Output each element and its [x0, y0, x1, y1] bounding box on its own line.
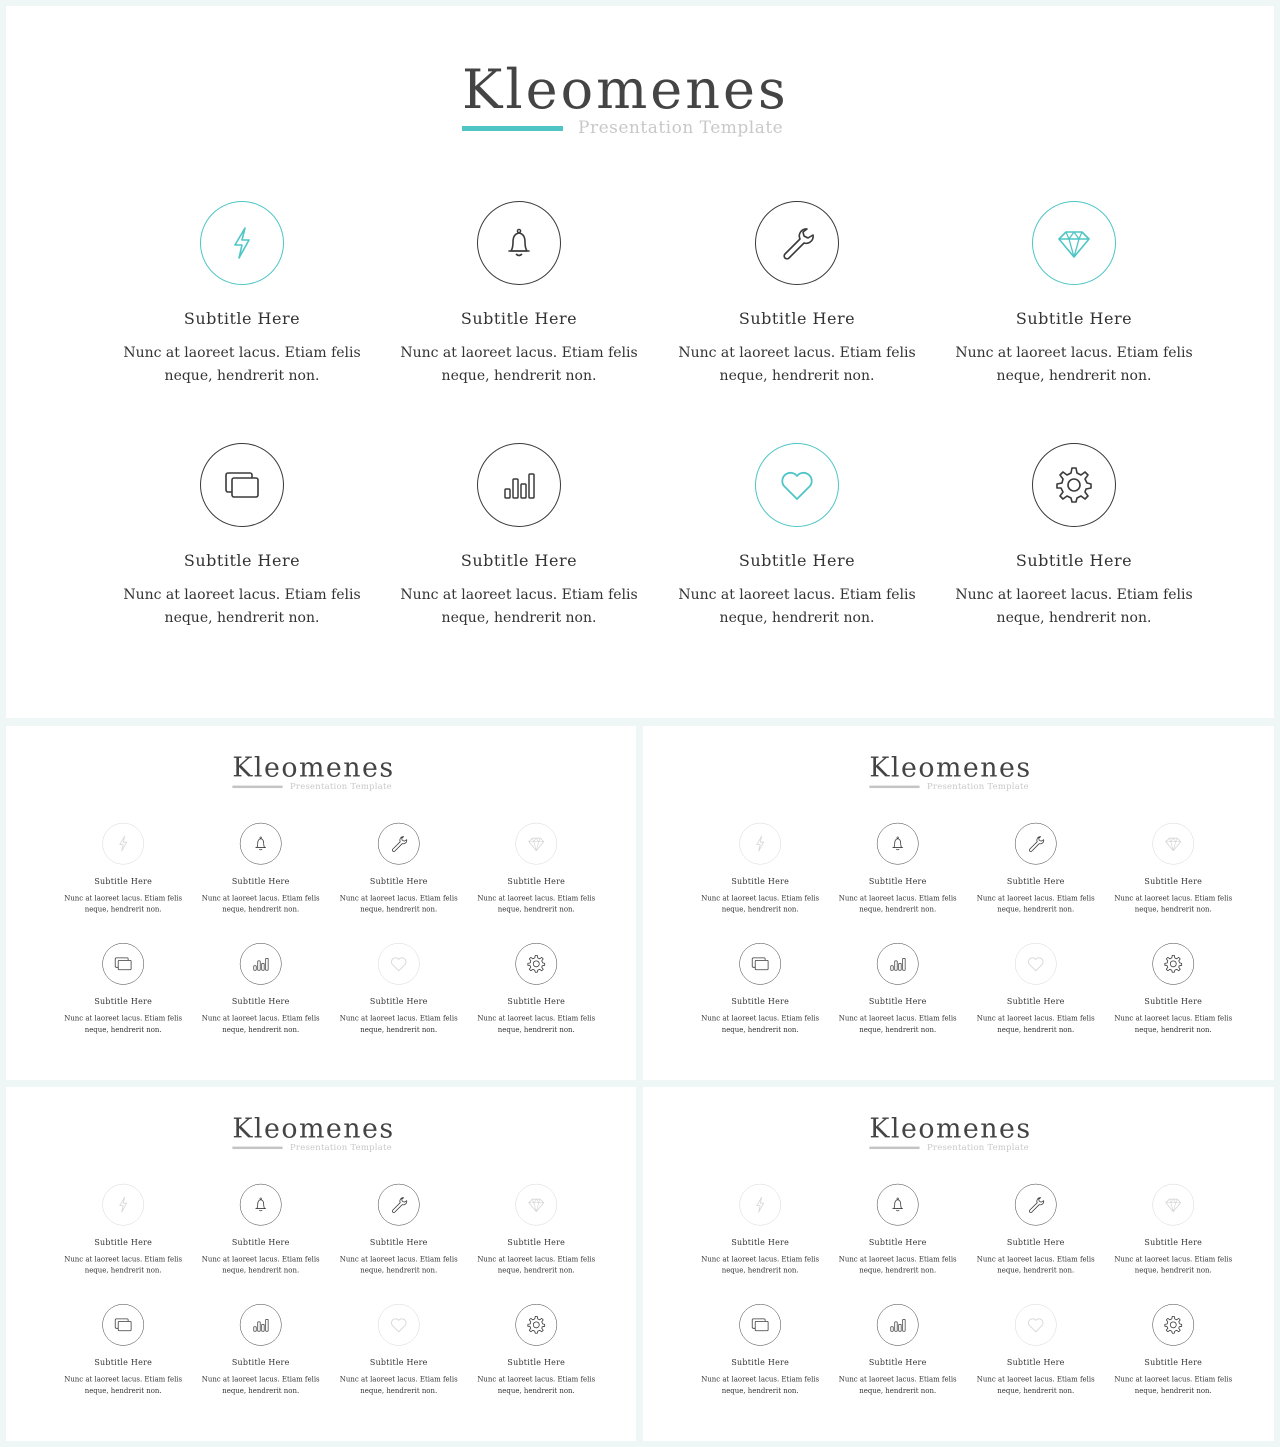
- feature-title: Subtitle Here: [94, 1237, 153, 1247]
- heart-icon-circle: [755, 443, 839, 527]
- title-underline: [869, 786, 919, 788]
- feature-description: Nunc at laoreet lacus. Etiam felis neque, hendrerit non.: [400, 587, 638, 626]
- windows-icon-circle: [102, 1304, 144, 1346]
- feature-title: Subtitle Here: [369, 1357, 428, 1368]
- wrench-icon-circle: [755, 201, 839, 285]
- diamond-icon: [1163, 834, 1183, 854]
- feature-title: Subtitle Here: [231, 876, 290, 886]
- feature-description: Nunc at laoreet lacus. Etiam felis neque, hendrerit non.: [701, 1375, 820, 1395]
- deck-title: Kleomenes: [869, 1112, 1032, 1145]
- slide-thumbnail-2[interactable]: [6, 726, 636, 1080]
- feature-title: Subtitle Here: [231, 996, 290, 1007]
- feature-title: Subtitle Here: [507, 996, 566, 1007]
- feature-title: Subtitle Here: [507, 876, 566, 886]
- feature-title: Subtitle Here: [1144, 1357, 1203, 1368]
- feature-title: Subtitle Here: [94, 876, 153, 886]
- wrench-icon-circle: [1015, 823, 1057, 865]
- feature-description: Nunc at laoreet lacus. Etiam felis neque, hendrerit non.: [64, 1375, 183, 1395]
- bar-chart-icon: [888, 954, 908, 974]
- feature-description: Nunc at laoreet lacus. Etiam felis neque, hendrerit non.: [64, 1255, 183, 1275]
- heart-icon: [1026, 954, 1046, 974]
- feature-description: Nunc at laoreet lacus. Etiam felis neque, hendrerit non.: [976, 1014, 1095, 1034]
- gear-icon-circle: [1032, 443, 1116, 527]
- deck-title: Kleomenes: [462, 58, 789, 121]
- feature-description: Nunc at laoreet lacus. Etiam felis neque, hendrerit non.: [678, 345, 916, 384]
- feature-title: Subtitle Here: [868, 996, 927, 1007]
- lightning-icon: [222, 223, 262, 263]
- feature-title: Subtitle Here: [507, 1237, 566, 1247]
- gear-icon: [1163, 954, 1183, 974]
- heart-icon: [389, 954, 409, 974]
- slide-main[interactable]: [6, 6, 1274, 718]
- gear-icon: [526, 1315, 546, 1335]
- feature-description: Nunc at laoreet lacus. Etiam felis neque, hendrerit non.: [477, 894, 596, 914]
- deck-subtitle: Presentation Template: [289, 781, 392, 792]
- bar-chart-icon: [251, 954, 271, 974]
- heart-icon-circle: [1015, 1304, 1057, 1346]
- feature-description: Nunc at laoreet lacus. Etiam felis neque, hendrerit non.: [976, 1255, 1095, 1275]
- lightning-icon: [750, 1195, 770, 1215]
- feature-title: Subtitle Here: [1006, 996, 1065, 1007]
- feature-description: Nunc at laoreet lacus. Etiam felis neque, hendrerit non.: [838, 1255, 957, 1275]
- feature-title: Subtitle Here: [369, 996, 428, 1007]
- feature-description: Nunc at laoreet lacus. Etiam felis neque, hendrerit non.: [838, 1014, 957, 1034]
- feature-title: Subtitle Here: [231, 1357, 290, 1368]
- diamond-icon-circle: [1152, 1184, 1194, 1226]
- deck-subtitle: Presentation Template: [926, 781, 1029, 792]
- feature-title: Subtitle Here: [868, 1357, 927, 1368]
- feature-title: Subtitle Here: [231, 1237, 290, 1247]
- feature-title: Subtitle Here: [731, 1237, 790, 1247]
- feature-description: Nunc at laoreet lacus. Etiam felis neque, hendrerit non.: [400, 345, 638, 384]
- title-underline: [869, 1147, 919, 1149]
- lightning-icon: [113, 834, 133, 854]
- gear-icon: [1163, 1315, 1183, 1335]
- feature-description: Nunc at laoreet lacus. Etiam felis neque, hendrerit non.: [201, 894, 320, 914]
- bell-icon-circle: [240, 823, 282, 865]
- feature-title: Subtitle Here: [1144, 1237, 1203, 1247]
- bar-chart-icon: [251, 1315, 271, 1335]
- windows-icon: [222, 465, 262, 505]
- diamond-icon-circle: [515, 823, 557, 865]
- feature-title: Subtitle Here: [1144, 876, 1203, 886]
- feature-description: Nunc at laoreet lacus. Etiam felis neque, hendrerit non.: [201, 1014, 320, 1034]
- feature-description: Nunc at laoreet lacus. Etiam felis neque, hendrerit non.: [339, 1255, 458, 1275]
- bar-chart-icon: [499, 465, 539, 505]
- bell-icon: [888, 834, 908, 854]
- feature-title: Subtitle Here: [1006, 1237, 1065, 1247]
- feature-title: Subtitle Here: [738, 551, 856, 570]
- slide-thumbnail-4[interactable]: [6, 1087, 636, 1441]
- lightning-icon-circle: [739, 823, 781, 865]
- diamond-icon-circle: [515, 1184, 557, 1226]
- wrench-icon-circle: [378, 823, 420, 865]
- feature-title: Subtitle Here: [460, 551, 578, 570]
- bell-icon-circle: [877, 823, 919, 865]
- feature-description: Nunc at laoreet lacus. Etiam felis neque, hendrerit non.: [477, 1375, 596, 1395]
- bar-chart-icon-circle: [477, 443, 561, 527]
- feature-title: Subtitle Here: [1144, 996, 1203, 1007]
- gear-icon-circle: [515, 1304, 557, 1346]
- feature-title: Subtitle Here: [460, 309, 578, 328]
- feature-title: Subtitle Here: [507, 1357, 566, 1368]
- feature-description: Nunc at laoreet lacus. Etiam felis neque, hendrerit non.: [838, 894, 957, 914]
- wrench-icon: [777, 223, 817, 263]
- feature-description: Nunc at laoreet lacus. Etiam felis neque, hendrerit non.: [1114, 1255, 1233, 1275]
- windows-icon-circle: [200, 443, 284, 527]
- feature-description: Nunc at laoreet lacus. Etiam felis neque, hendrerit non.: [477, 1014, 596, 1034]
- feature-title: Subtitle Here: [738, 309, 856, 328]
- bar-chart-icon-circle: [240, 1304, 282, 1346]
- lightning-icon: [113, 1195, 133, 1215]
- wrench-icon-circle: [1015, 1184, 1057, 1226]
- title-underline: [232, 786, 282, 788]
- heart-icon-circle: [378, 943, 420, 985]
- feature-description: Nunc at laoreet lacus. Etiam felis neque, hendrerit non.: [123, 345, 361, 384]
- deck-title: Kleomenes: [232, 751, 395, 784]
- lightning-icon-circle: [102, 823, 144, 865]
- feature-title: Subtitle Here: [1015, 551, 1133, 570]
- title-underline: [462, 126, 563, 131]
- slide-thumbnail-5[interactable]: [643, 1087, 1274, 1441]
- feature-description: Nunc at laoreet lacus. Etiam felis neque, hendrerit non.: [1114, 894, 1233, 914]
- feature-description: Nunc at laoreet lacus. Etiam felis neque, hendrerit non.: [201, 1375, 320, 1395]
- feature-title: Subtitle Here: [183, 551, 301, 570]
- feature-description: Nunc at laoreet lacus. Etiam felis neque, hendrerit non.: [701, 1255, 820, 1275]
- bell-icon-circle: [877, 1184, 919, 1226]
- heart-icon: [777, 465, 817, 505]
- feature-description: Nunc at laoreet lacus. Etiam felis neque, hendrerit non.: [64, 1014, 183, 1034]
- lightning-icon-circle: [739, 1184, 781, 1226]
- feature-description: Nunc at laoreet lacus. Etiam felis neque, hendrerit non.: [339, 1014, 458, 1034]
- feature-description: Nunc at laoreet lacus. Etiam felis neque, hendrerit non.: [955, 587, 1193, 626]
- wrench-icon: [389, 1195, 409, 1215]
- feature-description: Nunc at laoreet lacus. Etiam felis neque, hendrerit non.: [201, 1255, 320, 1275]
- feature-title: Subtitle Here: [369, 876, 428, 886]
- windows-icon: [750, 954, 770, 974]
- feature-title: Subtitle Here: [731, 996, 790, 1007]
- diamond-icon: [526, 834, 546, 854]
- diamond-icon: [1163, 1195, 1183, 1215]
- wrench-icon: [1026, 1195, 1046, 1215]
- feature-title: Subtitle Here: [731, 876, 790, 886]
- feature-description: Nunc at laoreet lacus. Etiam felis neque, hendrerit non.: [339, 894, 458, 914]
- gear-icon: [526, 954, 546, 974]
- bell-icon: [251, 834, 271, 854]
- windows-icon-circle: [739, 1304, 781, 1346]
- heart-icon: [389, 1315, 409, 1335]
- deck-subtitle: Presentation Template: [578, 118, 784, 138]
- slide-thumbnail-3[interactable]: [643, 726, 1274, 1080]
- feature-description: Nunc at laoreet lacus. Etiam felis neque, hendrerit non.: [678, 587, 916, 626]
- gear-icon: [1054, 465, 1094, 505]
- deck-title: Kleomenes: [232, 1112, 395, 1145]
- heart-icon: [1026, 1315, 1046, 1335]
- feature-title: Subtitle Here: [369, 1237, 428, 1247]
- lightning-icon-circle: [102, 1184, 144, 1226]
- deck-title: Kleomenes: [869, 751, 1032, 784]
- lightning-icon: [750, 834, 770, 854]
- feature-description: Nunc at laoreet lacus. Etiam felis neque, hendrerit non.: [955, 345, 1193, 384]
- feature-description: Nunc at laoreet lacus. Etiam felis neque, hendrerit non.: [976, 1375, 1095, 1395]
- gear-icon-circle: [1152, 1304, 1194, 1346]
- diamond-icon: [1054, 223, 1094, 263]
- feature-title: Subtitle Here: [731, 1357, 790, 1368]
- feature-description: Nunc at laoreet lacus. Etiam felis neque, hendrerit non.: [123, 587, 361, 626]
- feature-description: Nunc at laoreet lacus. Etiam felis neque, hendrerit non.: [701, 894, 820, 914]
- feature-description: Nunc at laoreet lacus. Etiam felis neque, hendrerit non.: [1114, 1375, 1233, 1395]
- windows-icon: [113, 954, 133, 974]
- windows-icon-circle: [739, 943, 781, 985]
- windows-icon: [750, 1315, 770, 1335]
- bell-icon: [251, 1195, 271, 1215]
- feature-description: Nunc at laoreet lacus. Etiam felis neque, hendrerit non.: [838, 1375, 957, 1395]
- feature-title: Subtitle Here: [1015, 309, 1133, 328]
- feature-description: Nunc at laoreet lacus. Etiam felis neque, hendrerit non.: [339, 1375, 458, 1395]
- deck-subtitle: Presentation Template: [926, 1142, 1029, 1153]
- feature-title: Subtitle Here: [94, 996, 153, 1007]
- bar-chart-icon-circle: [240, 943, 282, 985]
- diamond-icon: [526, 1195, 546, 1215]
- diamond-icon-circle: [1152, 823, 1194, 865]
- feature-title: Subtitle Here: [183, 309, 301, 328]
- heart-icon-circle: [1015, 943, 1057, 985]
- gear-icon-circle: [1152, 943, 1194, 985]
- feature-title: Subtitle Here: [94, 1357, 153, 1368]
- feature-description: Nunc at laoreet lacus. Etiam felis neque, hendrerit non.: [701, 1014, 820, 1034]
- windows-icon: [113, 1315, 133, 1335]
- windows-icon-circle: [102, 943, 144, 985]
- feature-description: Nunc at laoreet lacus. Etiam felis neque, hendrerit non.: [976, 894, 1095, 914]
- deck-subtitle: Presentation Template: [289, 1142, 392, 1153]
- feature-description: Nunc at laoreet lacus. Etiam felis neque, hendrerit non.: [64, 894, 183, 914]
- diamond-icon-circle: [1032, 201, 1116, 285]
- bell-icon: [888, 1195, 908, 1215]
- bell-icon: [499, 223, 539, 263]
- wrench-icon-circle: [378, 1184, 420, 1226]
- bell-icon-circle: [477, 201, 561, 285]
- title-underline: [232, 1147, 282, 1149]
- wrench-icon: [1026, 834, 1046, 854]
- feature-title: Subtitle Here: [1006, 876, 1065, 886]
- feature-title: Subtitle Here: [868, 1237, 927, 1247]
- feature-description: Nunc at laoreet lacus. Etiam felis neque, hendrerit non.: [477, 1255, 596, 1275]
- heart-icon-circle: [378, 1304, 420, 1346]
- bar-chart-icon: [888, 1315, 908, 1335]
- bell-icon-circle: [240, 1184, 282, 1226]
- bar-chart-icon-circle: [877, 1304, 919, 1346]
- wrench-icon: [389, 834, 409, 854]
- feature-title: Subtitle Here: [868, 876, 927, 886]
- feature-description: Nunc at laoreet lacus. Etiam felis neque, hendrerit non.: [1114, 1014, 1233, 1034]
- bar-chart-icon-circle: [877, 943, 919, 985]
- feature-title: Subtitle Here: [1006, 1357, 1065, 1368]
- gear-icon-circle: [515, 943, 557, 985]
- lightning-icon-circle: [200, 201, 284, 285]
